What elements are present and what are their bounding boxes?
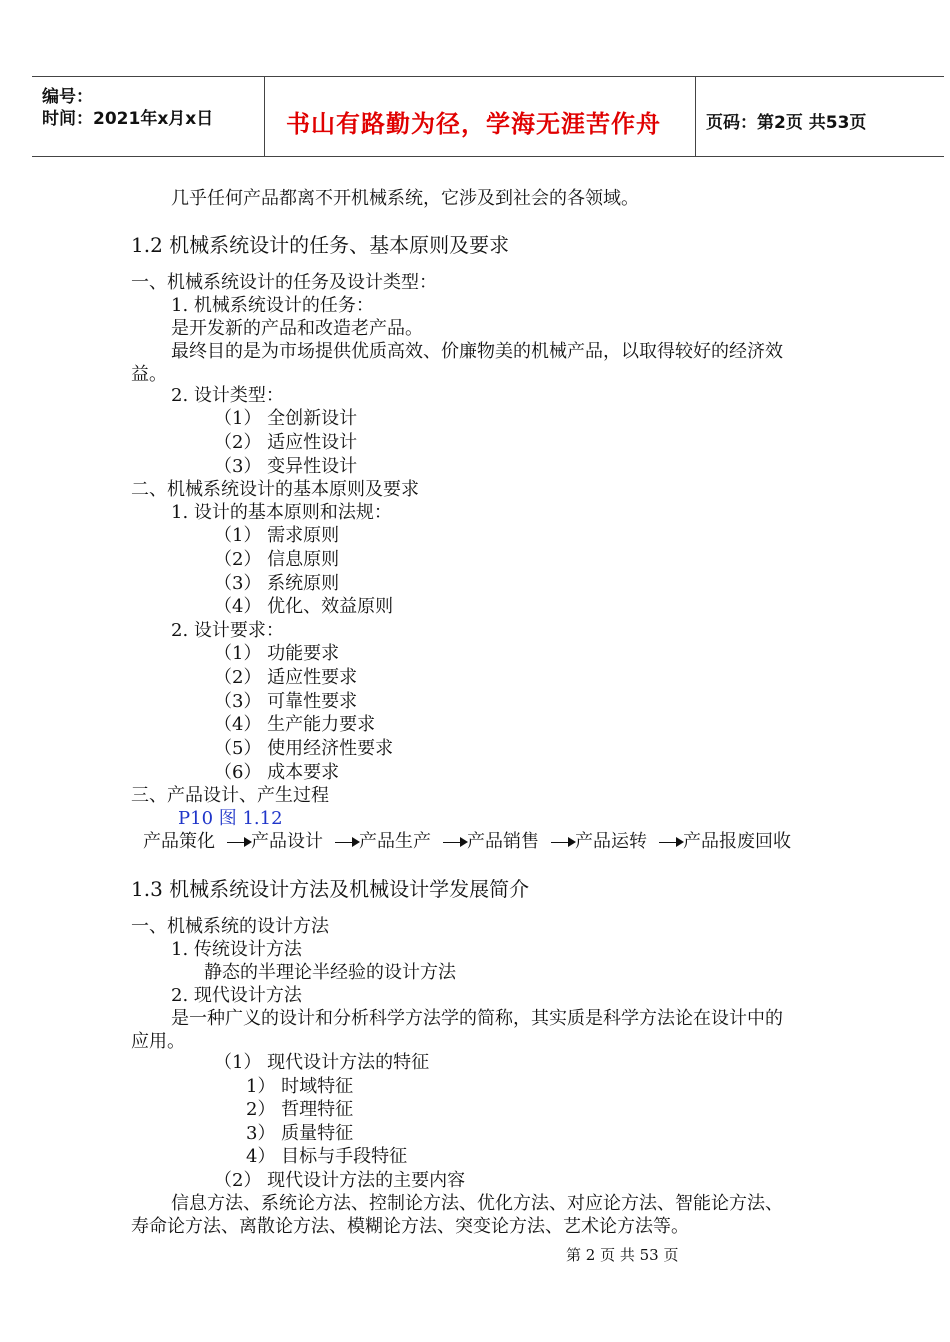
flow-step: 产品生产: [359, 831, 431, 852]
header-divider-left: [264, 76, 265, 156]
arrow-right-icon: [227, 842, 249, 843]
list-item: （1） 功能要求: [214, 643, 340, 664]
list-item: 1. 传统设计方法: [171, 939, 302, 960]
text-line: 静态的半理论半经验的设计方法: [204, 962, 456, 983]
list-item: （3） 系统原则: [214, 573, 340, 594]
list-item: 2） 哲理特征: [246, 1099, 354, 1120]
list-item: （6） 成本要求: [214, 762, 340, 783]
flow-step: 产品设计: [251, 831, 323, 852]
arrow-right-icon: [551, 842, 573, 843]
figure-reference: P10 图 1.12: [178, 808, 283, 829]
header-divider-right: [695, 76, 696, 156]
text-line: 最终目的是为市场提供优质高效、价廉物美的机械产品，以取得较好的经济效: [171, 341, 783, 362]
text-line: 益。: [131, 364, 167, 385]
list-item: 2. 设计要求：: [171, 620, 284, 641]
list-item: （2） 适应性要求: [214, 667, 358, 688]
flow-step: 产品销售: [467, 831, 539, 852]
list-item: （2） 适应性设计: [214, 432, 358, 453]
subsection-heading: 三、产品设计、产生过程: [131, 785, 329, 806]
list-item: 4） 目标与手段特征: [246, 1146, 408, 1167]
intro-line: 几乎任何产品都离不开机械系统，它涉及到社会的各领域。: [171, 188, 639, 209]
list-item: （2） 信息原则: [214, 549, 340, 570]
list-item: （3） 变异性设计: [214, 456, 358, 477]
list-item: （5） 使用经济性要求: [214, 738, 394, 759]
subsection-heading: 一、机械系统设计的任务及设计类型：: [131, 272, 437, 293]
list-item: （4） 优化、效益原则: [214, 596, 394, 617]
process-flow: [143, 827, 791, 853]
list-item: 3） 质量特征: [246, 1123, 354, 1144]
header-time-label: 时间：2021年x月x日: [42, 109, 214, 129]
arrow-right-icon: [659, 842, 681, 843]
flow-step: 产品报废回收: [683, 831, 791, 852]
flow-step: 产品运转: [575, 831, 647, 852]
flow-step: 产品策化: [143, 831, 215, 852]
list-item: （1） 需求原则: [214, 525, 340, 546]
header-page-info: 页码：第2页 共53页: [706, 113, 867, 133]
list-item: （4） 生产能力要求: [214, 714, 376, 735]
text-line: 寿命论方法、离散论方法、模糊论方法、突变论方法、艺术论方法等。: [131, 1216, 689, 1237]
list-item: 2. 现代设计方法: [171, 985, 302, 1006]
section-heading-1-3: 1.3 机械系统设计方法及机械设计学发展简介: [131, 877, 530, 901]
header-bottom-rule: [32, 156, 944, 157]
list-item: （1） 全创新设计: [214, 408, 358, 429]
subsection-heading: 二、机械系统设计的基本原则及要求: [131, 479, 419, 500]
text-line: 应用。: [131, 1031, 185, 1052]
list-item: （1） 现代设计方法的特征: [214, 1052, 430, 1073]
text-line: 是一种广义的设计和分析科学方法学的简称，其实质是科学方法论在设计中的: [171, 1008, 783, 1029]
header-code-label: 编号：: [42, 87, 93, 107]
arrow-right-icon: [443, 842, 465, 843]
text-line: 是开发新的产品和改造老产品。: [171, 318, 423, 339]
section-heading-1-2: 1.2 机械系统设计的任务、基本原则及要求: [131, 233, 510, 257]
list-item: 1. 机械系统设计的任务：: [171, 295, 374, 316]
page-footer: 第 2 页 共 53 页: [566, 1246, 679, 1264]
list-item: 2. 设计类型：: [171, 385, 284, 406]
subsection-heading: 一、机械系统的设计方法: [131, 916, 329, 937]
header-slogan: 书山有路勤为径，学海无涯苦作舟: [286, 110, 661, 138]
list-item: 1） 时域特征: [246, 1076, 354, 1097]
list-item: 1. 设计的基本原则和法规：: [171, 502, 392, 523]
arrow-right-icon: [335, 842, 357, 843]
list-item: （2） 现代设计方法的主要内容: [214, 1170, 466, 1191]
text-line: 信息方法、系统论方法、控制论方法、优化方法、对应论方法、智能论方法、: [171, 1193, 783, 1214]
header-top-rule: [32, 76, 944, 77]
list-item: （3） 可靠性要求: [214, 691, 358, 712]
